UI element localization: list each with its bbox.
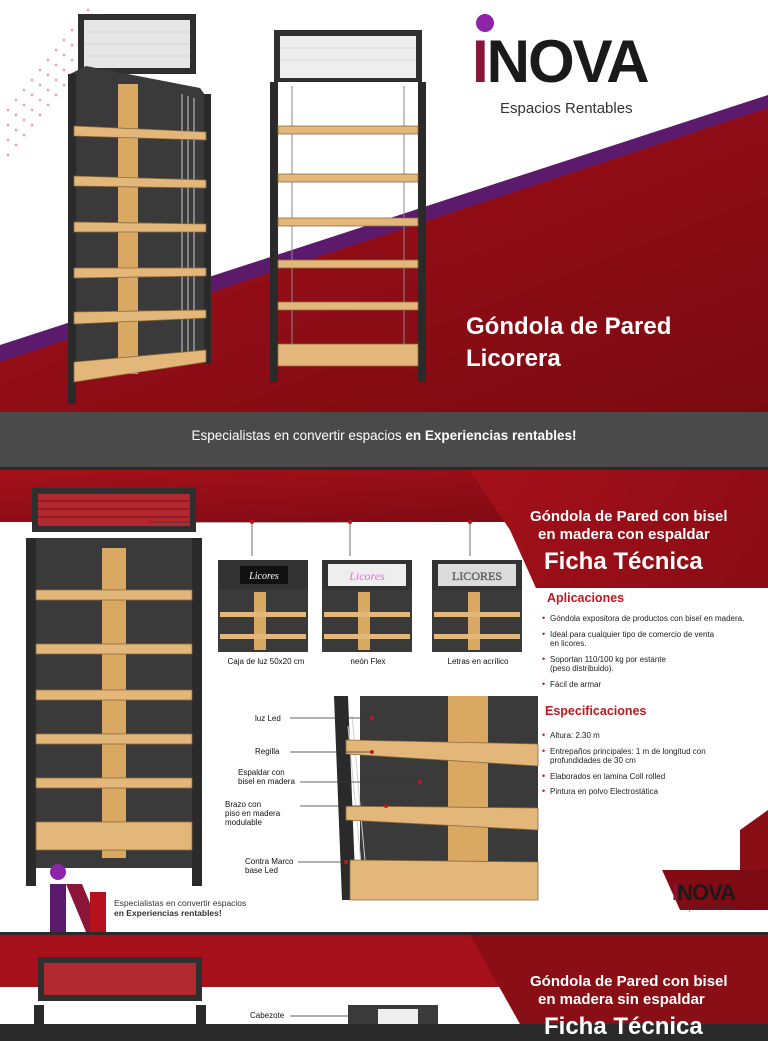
shelf-without-backing-image <box>262 26 432 390</box>
aplicaciones-title: Aplicaciones <box>547 591 625 605</box>
page-title: Góndola de Pared Licorera <box>466 313 672 372</box>
list-item: • Fácil de armar <box>540 680 760 690</box>
innova-logo <box>472 14 692 124</box>
ficha-tecnica-title: Ficha Técnica <box>544 548 703 575</box>
callout-espaldar: Espaldar con bisel en madera <box>238 768 295 786</box>
caption-acrylic-sign: Letras en acrílico <box>447 657 509 666</box>
page-spec-sheet-without-backing <box>0 935 768 1040</box>
shelf-with-backing-image <box>60 10 220 410</box>
brand-mark-icon <box>46 862 110 932</box>
callout-cabezote: Cabezote <box>250 1011 285 1020</box>
spec-heading-2: Góndola de Pared con bisel en madera sin espaldar <box>530 973 728 1008</box>
logo-wordmark: INOVA <box>472 28 648 95</box>
list-item: • Entrepaños principales: 1 m de longitud con profundidades de 30 cm <box>540 747 730 766</box>
callout-luz-led: luz Led <box>255 714 281 723</box>
tagline: Especialistas en convertir espacios en Experiencias rentables! <box>191 428 577 443</box>
page-spec-sheet-with-backing <box>0 470 768 932</box>
callout-regilla: Regilla <box>255 747 280 756</box>
list-item: • Soportan 110/100 kg por estante (peso distribuido). <box>540 655 670 674</box>
innova-logo-small: INOVA Espacios Rentables <box>672 880 736 912</box>
callout-contra-marco: Contra Marco base Led <box>245 857 294 875</box>
ficha-tecnica-title-2: Ficha Técnica <box>544 1013 703 1040</box>
acrylic-sign-text: LICORES <box>451 569 503 583</box>
logo-subtitle: Espacios Rentables <box>500 100 633 117</box>
list-item: • Góndola expositora de productos con bisel en madera. <box>540 614 760 624</box>
list-item: • Altura: 2.30 m <box>540 731 730 741</box>
spec-heading: Góndola de Pared con bisel en madera con espaldar <box>530 508 728 543</box>
page-cover <box>0 0 768 412</box>
especificaciones-title: Especificaciones <box>545 704 647 718</box>
list-item: • Elaborados en lamina Coll rolled <box>540 772 730 782</box>
list-item: • Ideal para cualquier tipo de comercio de venta en licores. <box>540 630 720 649</box>
box-sign-text: Licores <box>249 571 279 582</box>
callout-brazo: Brazo con piso en madera modulable <box>225 800 281 827</box>
especificaciones-list <box>540 731 730 803</box>
caption-box-sign: Caja de luz 50x20 cm <box>227 657 305 666</box>
neon-sign-text: Licores <box>349 569 385 583</box>
cover-footer-bar <box>0 412 768 467</box>
list-item: • Pintura en polvo Electrostática <box>540 787 730 797</box>
aplicaciones-list <box>540 614 760 695</box>
spec-footer-tagline: Especialistas en convertir espacios en Experiencias rentables! <box>114 898 247 918</box>
caption-neon-sign: neón Flex <box>350 657 386 666</box>
